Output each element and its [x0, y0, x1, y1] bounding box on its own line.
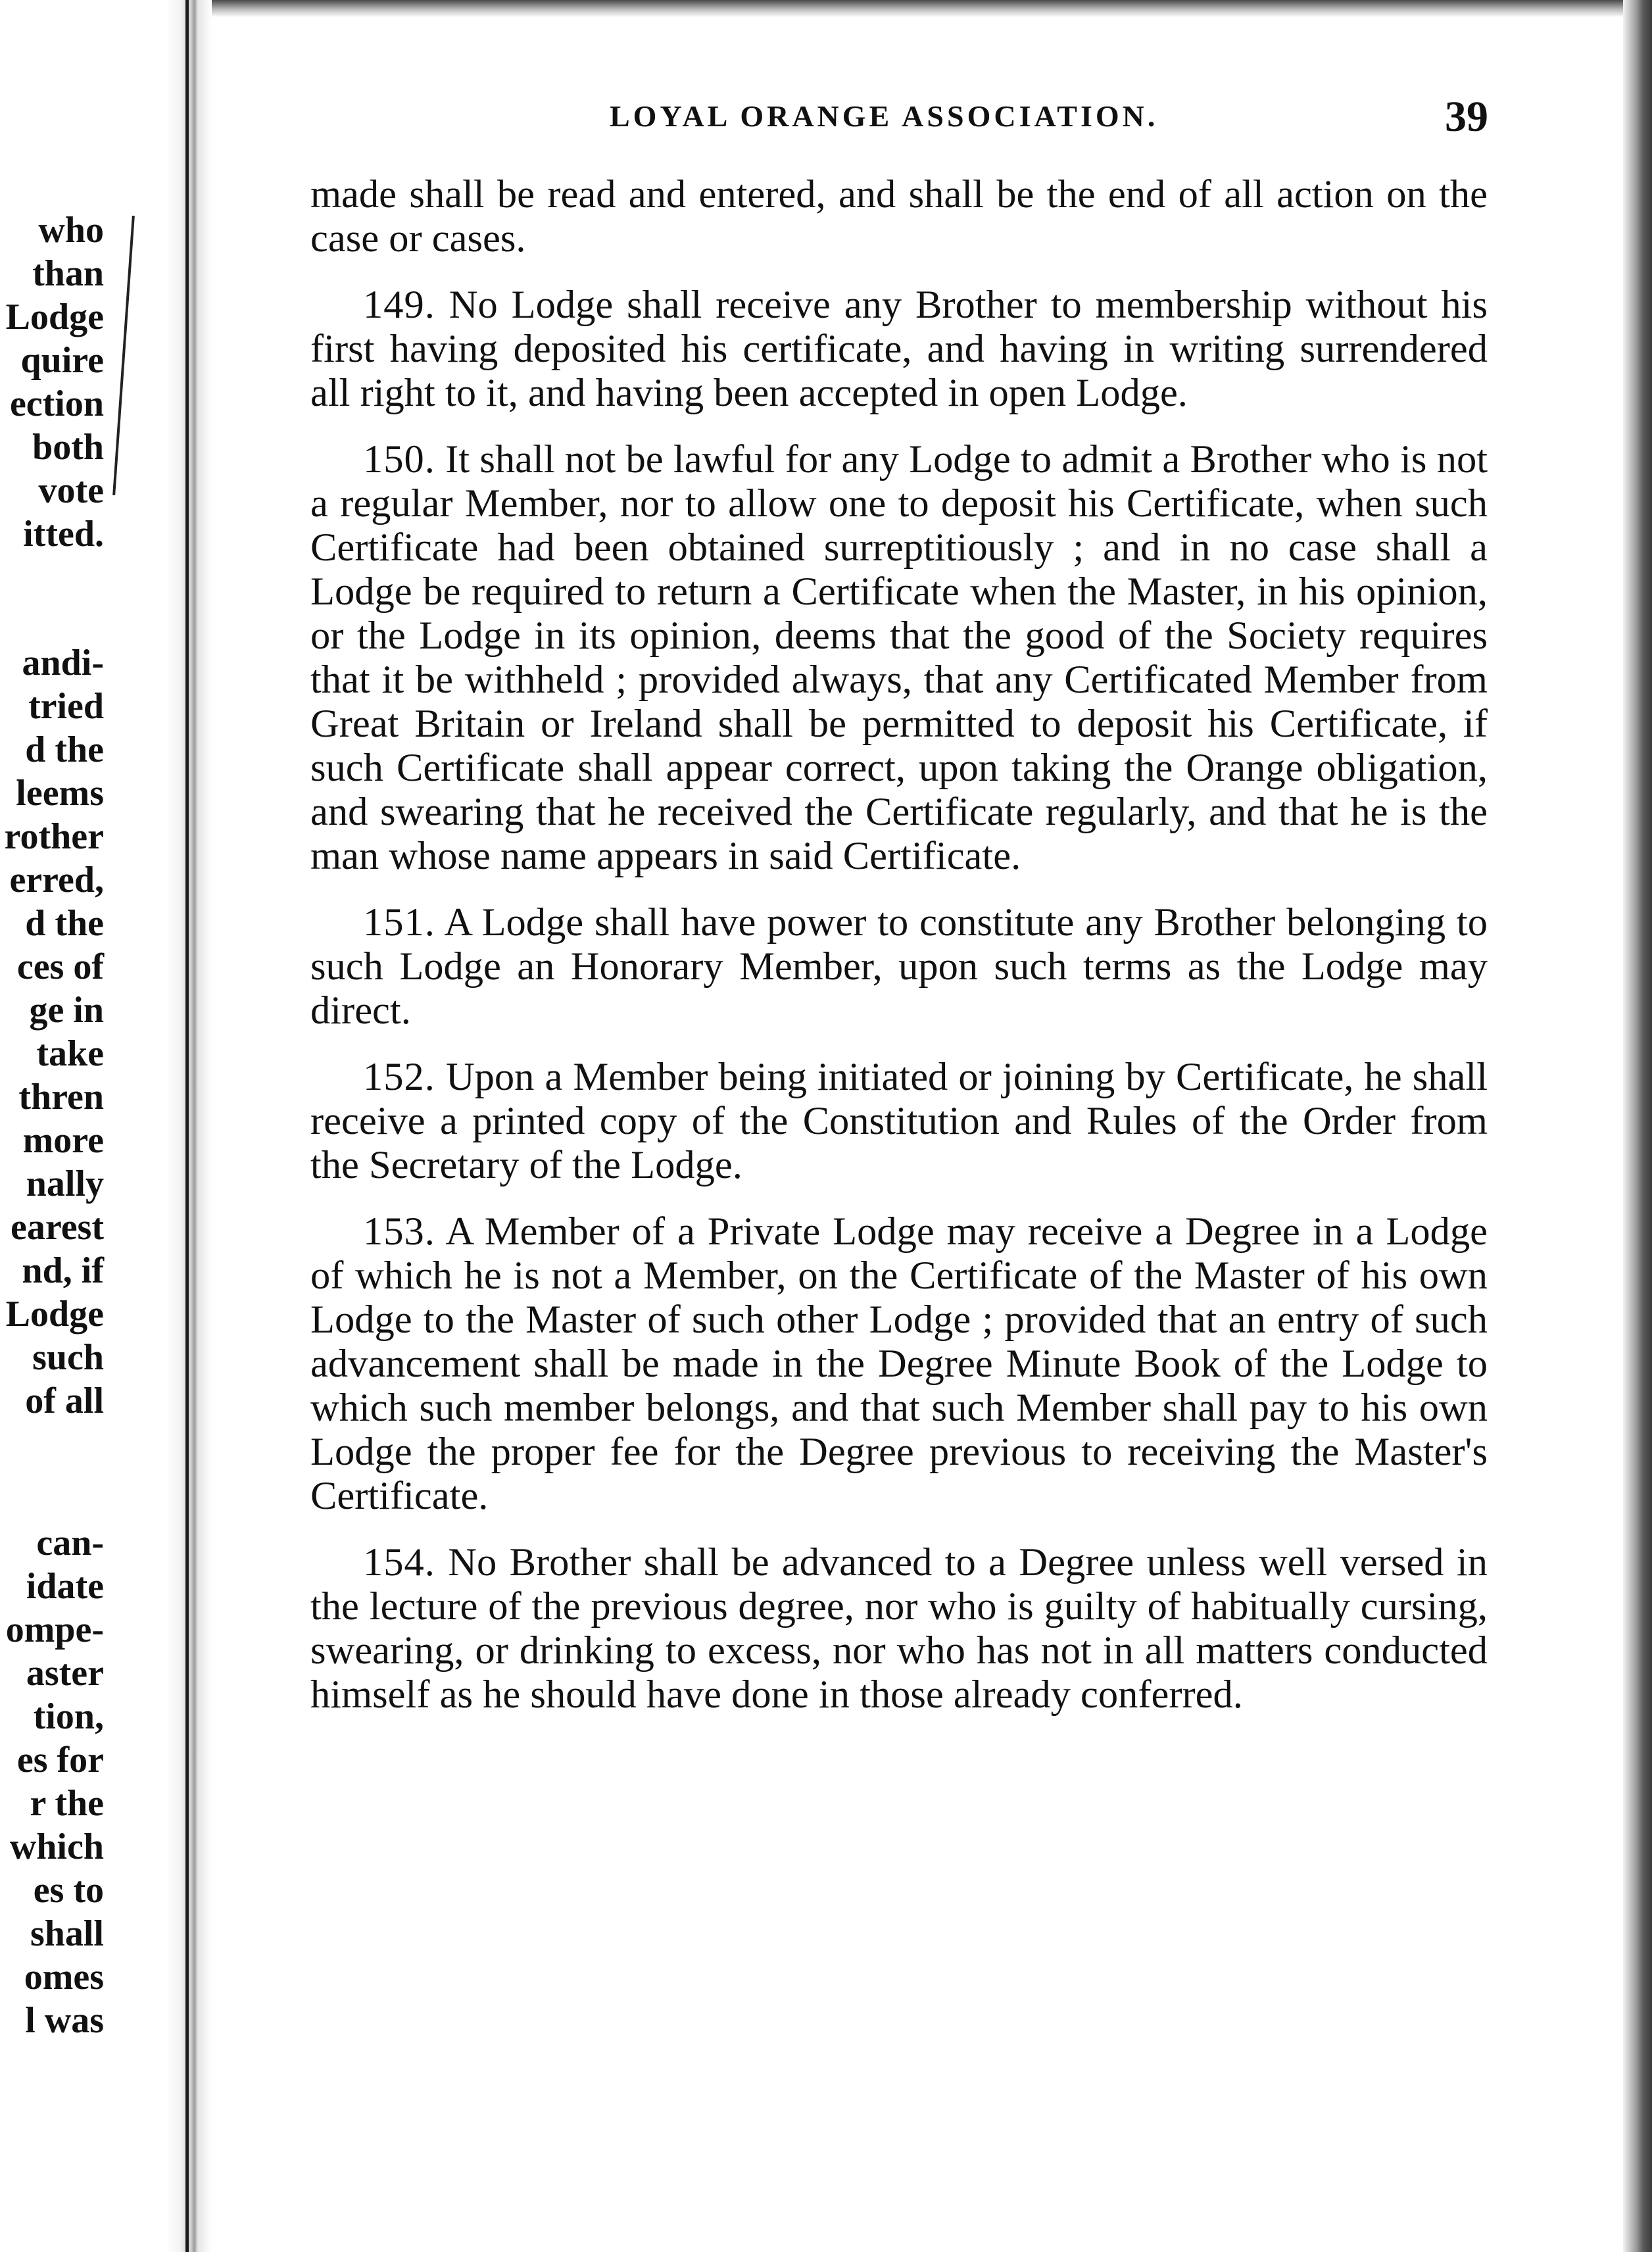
left-fragment: ge in — [29, 990, 104, 1031]
left-fragment: leems — [16, 773, 104, 814]
section-154 — [310, 1540, 1488, 1717]
left-fragment: which — [9, 1826, 104, 1867]
section-text: No Lodge shall receive any Brother to membership without his first having deposited his certificate, and having in writing surrendered all right to it, and having been accepted in open Lodge. — [310, 283, 1488, 415]
left-fragment: r the — [30, 1783, 104, 1824]
running-title: LOYAL ORANGE ASSOCIATION. — [610, 99, 1159, 133]
margin-bracket — [112, 216, 135, 495]
left-fragment: d the — [25, 729, 104, 770]
section-152 — [310, 1055, 1488, 1187]
left-fragment: earest — [11, 1207, 104, 1248]
left-fragment: take — [36, 1033, 104, 1074]
left-fragment: than — [32, 253, 104, 294]
left-fragment: nd, if — [22, 1250, 104, 1291]
left-fragment: ection — [9, 383, 104, 424]
left-fragment: andi- — [22, 643, 104, 683]
section-149 — [310, 283, 1488, 415]
section-number: 153. — [363, 1210, 435, 1254]
section-number: 154. — [363, 1540, 435, 1584]
left-fragment: Lodge — [5, 297, 104, 337]
left-fragment: vote — [38, 470, 104, 511]
page-number: 39 — [1445, 93, 1488, 141]
left-fragment: rother — [4, 816, 104, 857]
section-text: A Member of a Private Lodge may receive a Degree in a Lodge of which he is not a Member, on the Certificate of the Master of his own Lodge to the Master of such other Lodge ; provided that an entry of such advancement shall be made in the Degree Minute Book of the Lodge to which such member belongs, and that such Member shall pay to his own Lodge the proper fee for the Degree previous to receiving the Master's Certificate. — [310, 1210, 1488, 1518]
book-gutter — [166, 0, 212, 2252]
previous-page-strip — [0, 0, 178, 2252]
left-fragment: can- — [36, 1523, 104, 1563]
section-text: It shall not be lawful for any Lodge to admit a Brother who is not a regular Member, nor to allow one to deposit his Certificate, when such Certificate had been obtained surreptitiously ; and in no case shall a Lodge be required to return a Certificate when the Master, in his opinion, or the Lodge in its opinion, deems that the good of the Society requires that it be withheld ; provided always, that any Certificated Member from Great Britain or Ireland shall be permitted to deposit his Certificate, if such Certificate shall appear correct, upon taking the Orange obligation, and swearing that he received the Certificate regularly, and that he is the man whose name appears in said Certificate. — [310, 437, 1488, 878]
left-fragment: l was — [25, 2000, 104, 2041]
section-number: 150. — [363, 437, 435, 481]
left-fragment: thren — [18, 1077, 104, 1117]
left-fragment: erred, — [9, 860, 104, 900]
right-page-edge — [1623, 0, 1652, 2252]
left-fragment: ces of — [16, 946, 104, 987]
left-fragment: who — [38, 210, 104, 251]
section-number: 151. — [363, 900, 435, 944]
left-fragment: nally — [26, 1163, 104, 1204]
left-fragment: shall — [30, 1913, 104, 1954]
left-fragment: aster — [26, 1653, 104, 1694]
continuation-paragraph: made shall be read and entered, and shall be the end of all action on the case or cases. — [310, 172, 1488, 260]
left-fragment: es for — [16, 1740, 104, 1780]
section-number: 149. — [363, 283, 435, 327]
section-153 — [310, 1210, 1488, 1518]
section-151 — [310, 900, 1488, 1033]
section-number: 152. — [363, 1055, 435, 1099]
section-text: Upon a Member being initiated or joining by Certificate, he shall receive a printed copy of the Constitution and Rules of the Order from the Secretary of the Lodge. — [310, 1055, 1488, 1187]
left-fragment: tion, — [33, 1696, 104, 1737]
body-text — [310, 172, 1488, 1717]
left-fragment: quire — [20, 340, 104, 381]
left-fragment: d the — [25, 903, 104, 944]
main-page — [212, 0, 1623, 2252]
left-fragment: of all — [25, 1381, 104, 1421]
left-fragment: tried — [28, 686, 104, 727]
left-fragment: idate — [26, 1566, 104, 1607]
left-fragment: more — [22, 1120, 104, 1161]
gutter-fold-line — [185, 0, 189, 2252]
left-fragment: es to — [33, 1870, 104, 1911]
left-fragment: ompe- — [5, 1609, 104, 1650]
section-text: A Lodge shall have power to constitute any Brother belonging to such Lodge an Honorary Member, upon such terms as the Lodge may direct. — [310, 900, 1488, 1033]
section-text: No Brother shall be advanced to a Degree unless well versed in the lecture of the previous degree, nor who is guilty of habitually cursing, swearing, or drinking to excess, nor who has not in all matters conducted himself as he should have done in those already conferred. — [310, 1540, 1488, 1717]
left-fragment: omes — [24, 1957, 104, 1997]
left-fragment: both — [32, 427, 104, 468]
left-fragment: itted. — [23, 514, 104, 554]
left-fragment: Lodge — [5, 1294, 104, 1334]
section-150 — [310, 437, 1488, 878]
left-fragment: such — [32, 1337, 104, 1378]
